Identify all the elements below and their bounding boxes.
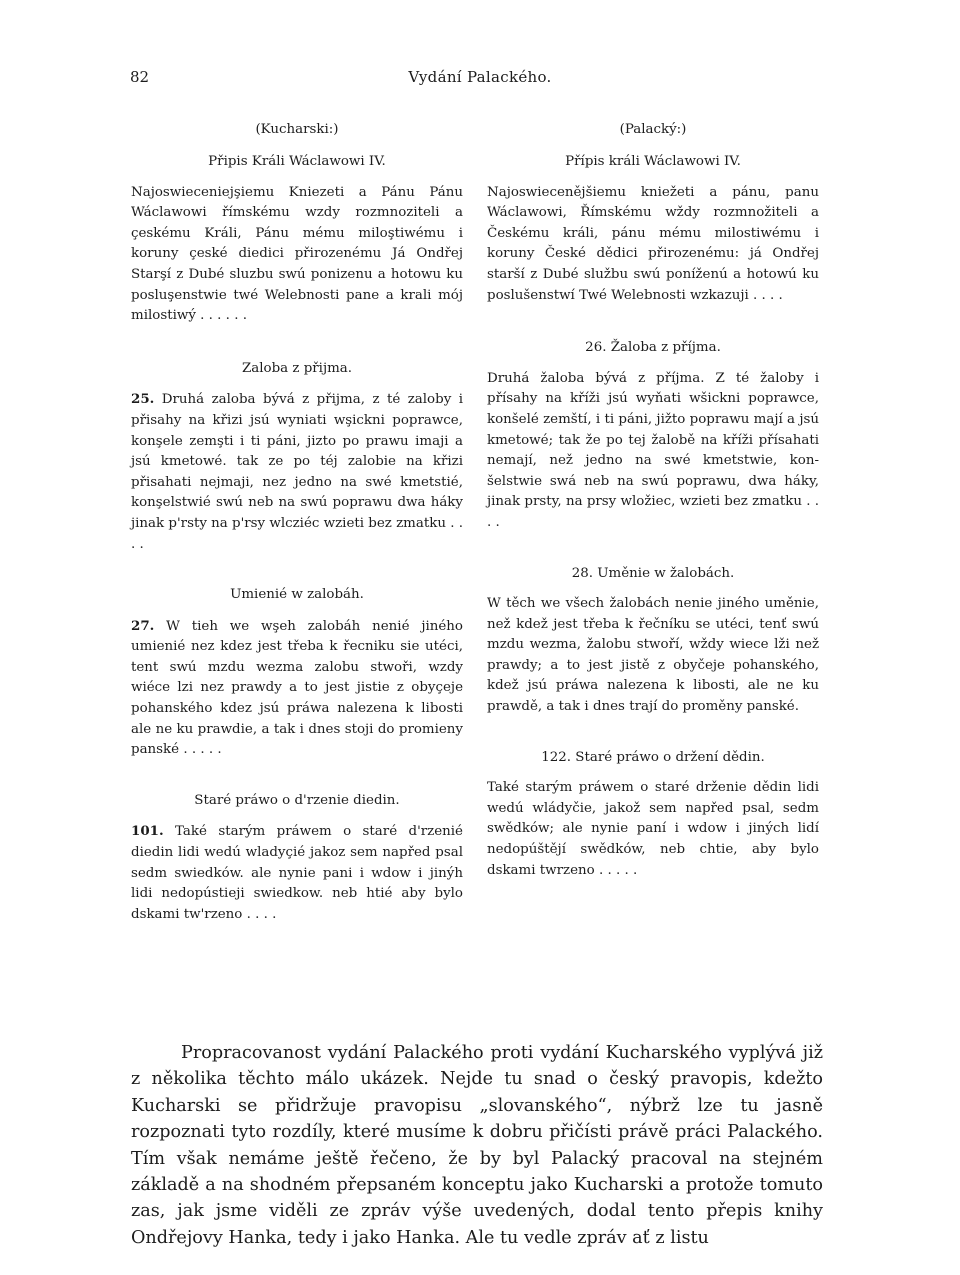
section-heading: Zaloba z přijma. <box>241 360 353 376</box>
page-number: 82 <box>130 68 150 86</box>
section-text <box>487 594 819 718</box>
page-header <box>130 68 830 90</box>
section-heading: Staré práwo o d'rzenie diedin. <box>194 792 400 808</box>
section-body: Druhá zaloba bývá z přijma, z té zaloby i přisahy na křizi jsú wyniati wşickni poprawce, konşele zemşti i ti páni, jizto po prawu imaji a jsú kmetowé. tak ze po téj zalobie na křizi přisahati nejmaji, nez jedno na swé kmetstié, konşelstwié swú neb na swú poprawu dwa háky jinak p'rsty na p'rsy wlcziéc wzieti bez zmatku . . . . <box>131 392 463 552</box>
section-text <box>131 183 463 327</box>
section-heading: Umienié w zalobáh. <box>230 587 364 603</box>
section <box>487 564 819 718</box>
commentary-paragraph <box>131 1040 823 1251</box>
section-number: 27. <box>131 617 155 634</box>
section <box>487 748 819 882</box>
section-text <box>131 616 463 761</box>
section-heading: 122. Staré práwo o držení dědin. <box>541 749 765 765</box>
section-heading: Přípis králi Wáclawowi IV. <box>565 154 741 169</box>
running-title: Vydání Palackého. <box>408 68 552 86</box>
right-column-palacky <box>487 112 819 881</box>
section-text <box>487 183 819 307</box>
section <box>131 359 463 555</box>
section-number: 101. <box>131 823 164 840</box>
section-text <box>487 369 819 534</box>
section-text <box>487 778 819 881</box>
attribution-kucharski: (Kucharski:) <box>255 122 339 137</box>
section-text <box>131 821 463 925</box>
section <box>487 338 819 533</box>
section-number: 25. <box>131 391 155 408</box>
section-body: W tieh we wşeh zalobáh nenié jiného umienié nez kdez jest třeba k řecniku sie utéci, tent swú mzdu wezma zalobu stwoři, wzdy wiéce lzi nez prawdy a to jest jistie z obyçeje pohanského kdez jsú práwa nalezena k libosti ale ne ku prawdie, a tak i dnes stoji do promieny panské . . . . . <box>131 618 463 758</box>
section-text <box>131 389 463 555</box>
section-body: W těch we všech žalobách nenie jiného uměnie, než kdež jest třeba k řečníku se utéci, tenť swú mzdu wezma, žalobu stwoří, wždy wiece lži než prawdy; a to jest jistě z obyčeje pohanského, kdež jsú práwa nalezena k libosti, ale ne ku prawdě, a tak i dnes trají do proměny panské. <box>487 596 819 715</box>
section-heading: 28. Uměnie w žalobách. <box>571 565 735 581</box>
section-heading: Připis Králi Wáclawowi IV. <box>208 154 386 169</box>
section-body: Najoswieceniejşiemu Kniezeti a Pánu Pánu Wáclawowi římskému wzdy rozmnoziteli a çeskému Králi, Pánu mému miloştiwému i koruny çeské diedici přirozenému Já Ondřej Starşí z Dubé sluzbu swú ponizenu a hotowu ku posluşenstwie twé Welebnosti pane a krali mój milostiwý . . . . . . <box>131 184 463 324</box>
section-body: Najoswiecenějšiemu kniežeti a pánu, panu Wáclawowi, Římskému wždy rozmnožiteli a Českému králi, pánu mému milostiwému i koruny České dědici přirozenému: já Ondřej starší z Dubé službu swú poníženú a hotowú ku poslušenstwí Twé Welebnosti wzkazuji . . . . <box>487 184 819 303</box>
section <box>131 585 463 761</box>
section-heading: 26. Žaloba z příjma. <box>585 340 721 356</box>
left-column-kucharski <box>131 112 463 925</box>
section-body: Také starým práwem o staré drženie dědin lidi wedú wládyčie, jakož sem napřed psal, sedm swědków; ale nynie paní i wdow i jiných lidí nedopúštějí swědków, neb chtie, aby bylo dskami twrzeno . . . . . <box>487 780 819 878</box>
section <box>131 791 463 926</box>
attribution-palacky: (Palacký:) <box>619 122 687 137</box>
section-body: Druhá žaloba bývá z příjma. Z té žaloby i přísahy na kříži jsú wyňati wšickni poprawce, konšelé zemští, i ti páni, jižto poprawu mají a jsú kmetowé; tak že po tej žalobě na kříži přísahati nemají, než jedno na swé kmetstwie, konšelstwie swá neb na swú poprawu, dwa háky, jinak prsty, na prsy wložiec, wzieti bez zmatku . . . . <box>487 370 819 530</box>
commentary-text: Propracovanost vydání Palackého proti vydání Kucharského vyplývá již z několika těchto málo ukázek. Nejde tu snad o český pravopis, kdežto Kucharski se přidržuje pravopisu „slovanského“, nýbrž lze tu jasně rozpoznati tyto rozdíly, které musíme k dobru přičísti právě práci Palackého. Tím však nemáme ještě řečeno, že by byl Palacký pracoval na stejném základě a na shodném přepsaném konceptu jako Kucharski a protože tomuto zas, jak jsme viděli ze zpráv výše uvedených, dodal tento přepis knihy Ondřejovy Hanka, tedy i jako Hanka. Ale tu vedle zpráv ať z listu <box>131 1043 823 1248</box>
section-body: Také starým práwem o staré d'rzenié diedin lidi wedú wladyçié jakoz sem napřed psal sedm swiedków. ale nynie pani i wdow i jinýh lidi nedopústieji swiedkow. neb htié aby bylo dskami tw'rzeno . . . . <box>131 824 463 922</box>
